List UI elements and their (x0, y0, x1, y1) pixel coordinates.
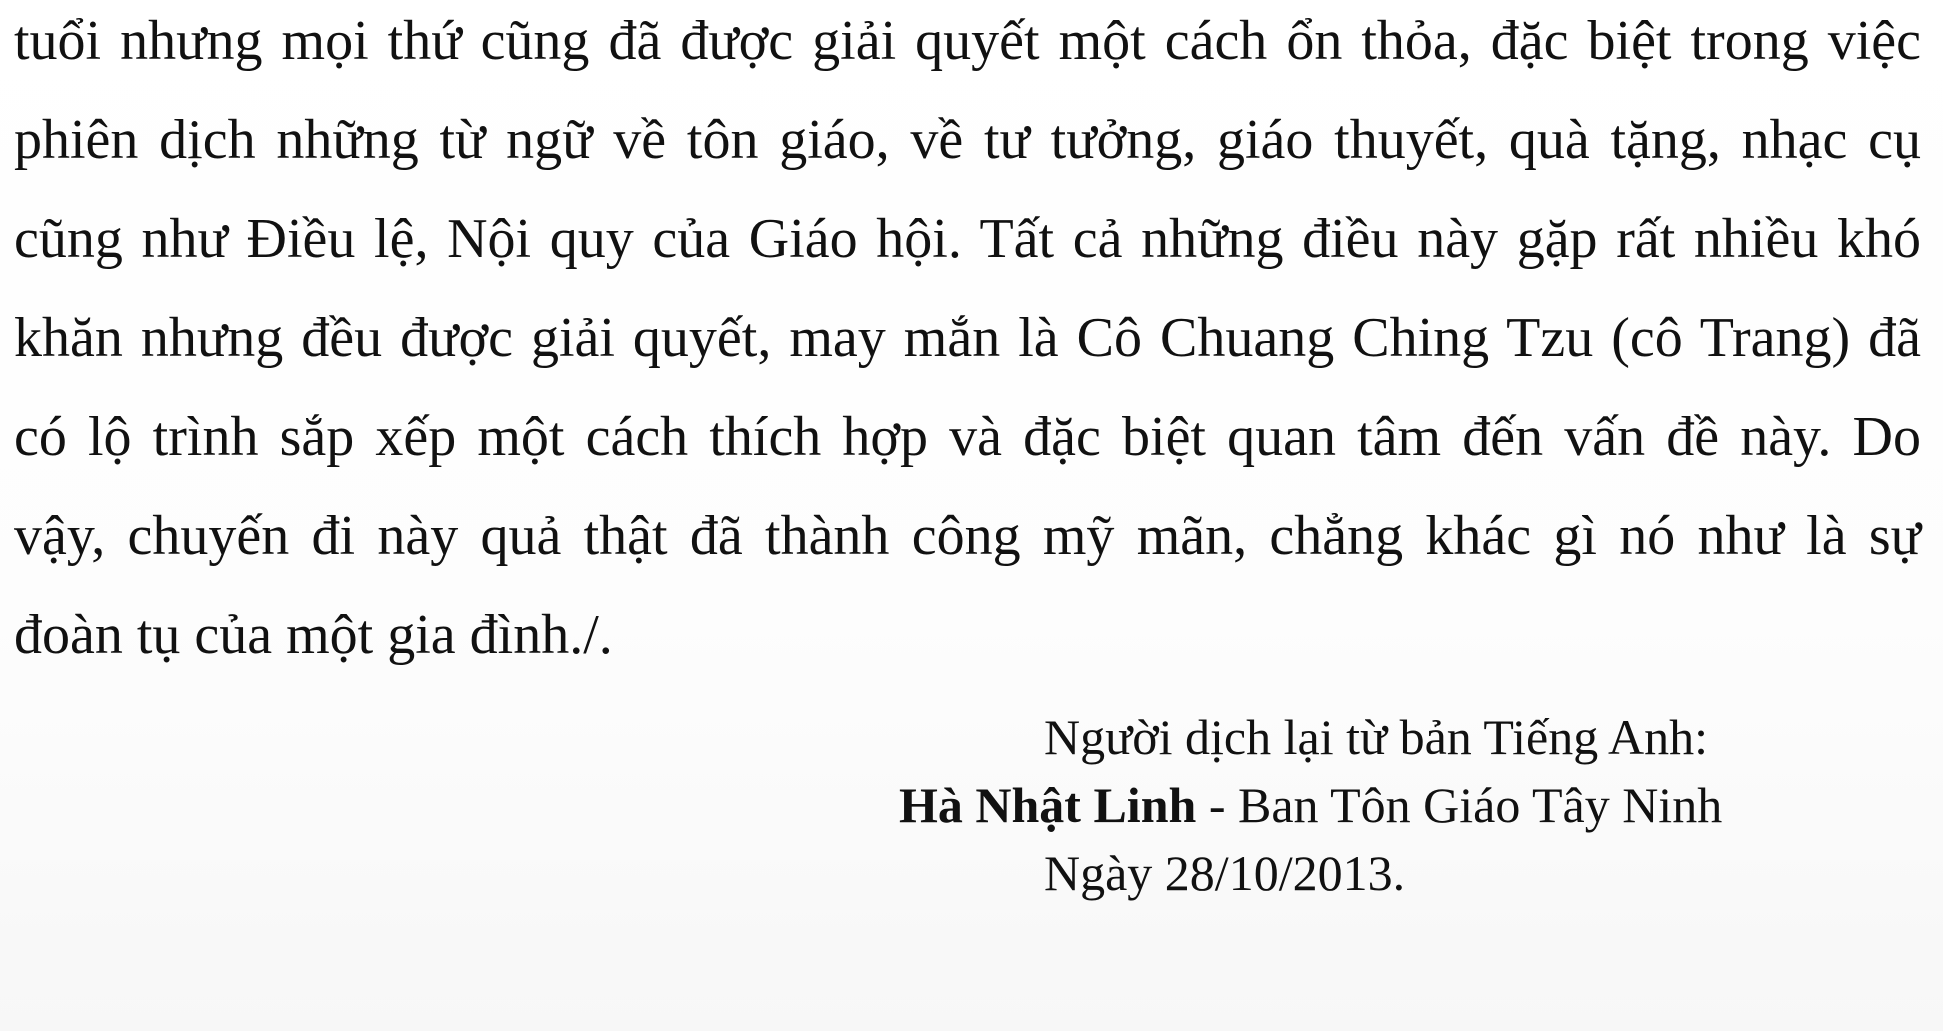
translation-date: Ngày 28/10/2013. (1044, 845, 1406, 901)
body-line-6: vậy, chuyến đi này quả thật đã thành công mỹ mãn, chẳng khác gì nó như là sự (14, 505, 1921, 567)
body-line-2: phiên dịch những từ ngữ về tôn giáo, về tư tưởng, giáo thuyết, quà tặng, nhạc cụ (14, 109, 1921, 171)
translator-label: Người dịch lại từ bản Tiếng Anh: (1044, 709, 1708, 765)
body-line-4: khăn nhưng đều được giải quyết, may mắn là Cô Chuang Ching Tzu (cô Trang) đã (14, 307, 1921, 369)
translator-name: Hà Nhật Linh (899, 777, 1197, 833)
body-line-3: cũng như Điều lệ, Nội quy của Giáo hội. Tất cả những điều này gặp rất nhiều khó (14, 208, 1921, 270)
body-line-1: tuổi nhưng mọi thứ cũng đã được giải quyết một cách ổn thỏa, đặc biệt trong việc (14, 10, 1921, 72)
translator-separator: - (1196, 777, 1238, 833)
translator-line (899, 777, 1723, 833)
translator-organization: Ban Tôn Giáo Tây Ninh (1237, 777, 1723, 833)
body-line-7: đoàn tụ của một gia đình./. (14, 604, 613, 666)
body-line-5: có lộ trình sắp xếp một cách thích hợp và đặc biệt quan tâm đến vấn đề này. Do (14, 406, 1921, 468)
